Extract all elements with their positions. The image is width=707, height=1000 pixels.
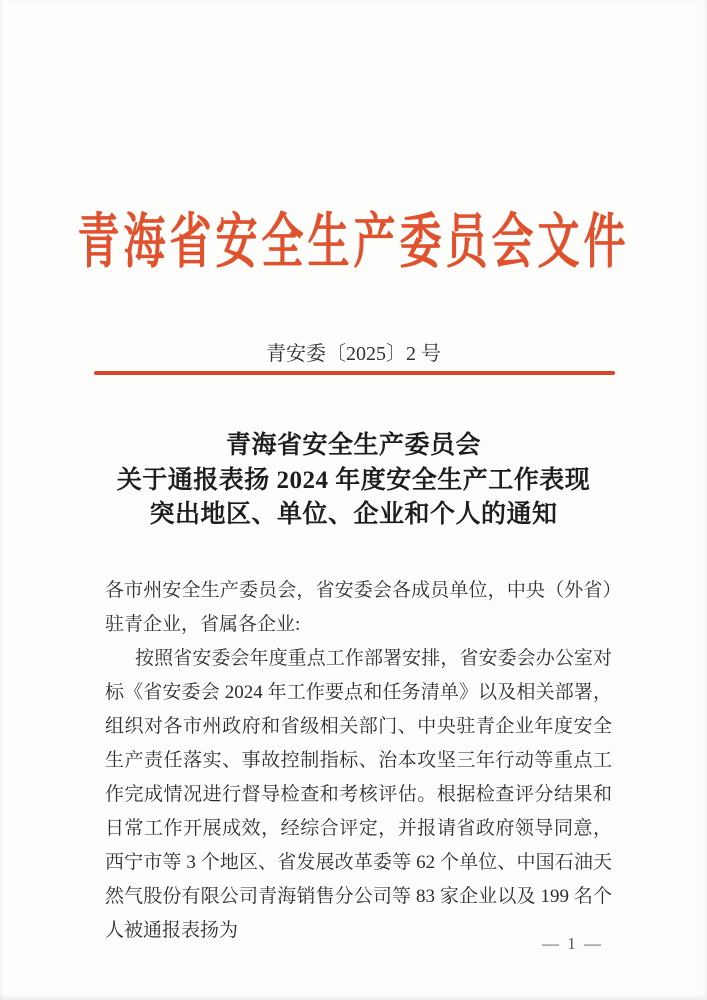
document-header-banner xyxy=(0,195,707,281)
title-line-1: 青海省安全生产委员会 xyxy=(225,432,481,459)
body-paragraph: 按照省安委会年度重点工作部署安排，省安委会办公室对标《省安委会 2024 年工作要点和任务清单》以及相关部署，组织对各市州政府和省级相关部门、中央驻青企业年度安全生产责任落实、事故控制指标、治本攻坚三年行动等重点工作完成情况进行督导检查和考核评估。根据检查评分结果和日常工作开展成效，经综合评定，并报请省政府领导同意，西宁市等 3 个地区、省发展改革委等 62 个单位、中国石油天然气股份有限公司青海销售分公司等 83 家企业以及 199 名个人被通报表扬为 xyxy=(105,648,612,941)
title-line-2: 关于通报表扬 2024 年度安全生产工作表现 xyxy=(116,466,591,494)
document-title xyxy=(0,429,707,533)
header-title: 青海省安全生产委员会文件 xyxy=(77,211,630,277)
document-body xyxy=(105,574,612,948)
header-divider-line xyxy=(94,371,615,375)
document-number: 青安委〔2025〕2 号 xyxy=(266,343,441,365)
salutation: 各市州安全生产委员会，省安委会各成员单位，中央（外省）驻青企业，省属各企业: xyxy=(105,580,612,635)
page-number: — 1 — xyxy=(542,934,603,953)
title-line-3: 突出地区、单位、企业和个人的通知 xyxy=(149,501,558,528)
